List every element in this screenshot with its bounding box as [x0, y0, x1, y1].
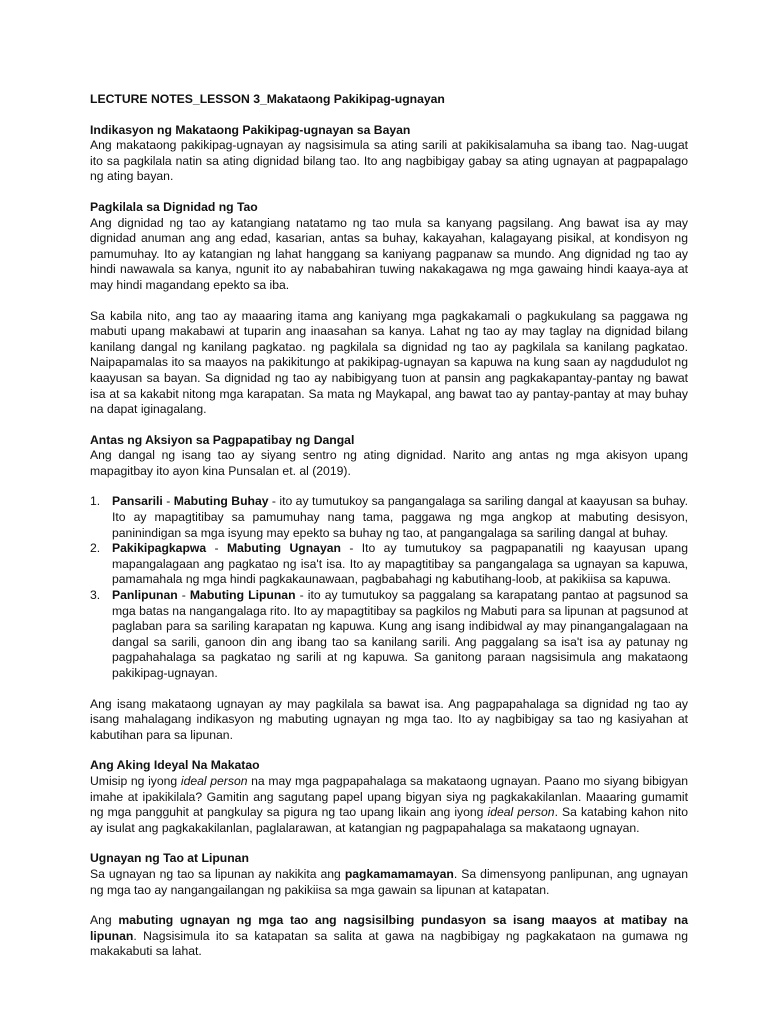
list-item: 1. Pansarili - Mabuting Buhay - ito ay tumutukoy sa pangangalaga sa sariling dangal at kaayusan sa buhay. Ito ay mapagtitibay sa pamumuhay nang tama, paggawa ng mga angkop at mabuting desisyon, paninindigan sa mga isyung may epekto sa buhay ng tao, at pangangalaga sa sariling dangal at buhay.	[90, 494, 688, 540]
list-item: 2. Pakikipagkapwa - Mabuting Ugnayan - Ito ay tumutukoy sa pagpapanatili ng kaayusan upang mapangalagaan ang pagkatao ng isa't isa. Ito ay mapagtitibay sa pangangalaga sa ugnayan sa kapuwa, pamamahala ng mga hindi pagkakaunawaan, pagbabahagi ng kabutihang-loob, at pakikiisa sa kapuwa.	[90, 541, 688, 587]
emphasis-text: ideal person	[487, 805, 555, 820]
section-paragraph: Ang dignidad ng tao ay katangiang natatamo ng tao mula sa kanyang pagsilang. Ang bawat isa ay may dignidad anuman ang ang edad, kasarian, antas sa buhay, kakayahan, kalagayang pisikal, at kondisyon ng pamumuhay. Ito ay katangian ng lahat hanggang sa kaniyang pagpanaw sa mundo. Ang dignidad ng tao ay hindi nawawala sa kanya, ngunit ito ay nababahiran tuwing nakakagawa ng mga gawaing hindi kaaya-aya at may hindi magandang epekto sa iba.	[90, 215, 688, 292]
list-term: Mabuting Ugnayan	[226, 541, 341, 556]
section-heading-antas: Antas ng Aksiyon sa Pagpapatibay ng Dangal	[90, 432, 355, 447]
section-heading-ideyal: Ang Aking Ideyal Na Makatao	[90, 758, 260, 773]
section-paragraph: Ang dangal ng isang tao ay siyang sentro ng ating dignidad. Narito ang antas ng mga akisyon upang mapagitbay ito ayon kina Punsalan et. al (2019).	[90, 448, 688, 478]
list-term: Panlipunan	[112, 588, 178, 603]
list-term: Pakikipagkapwa	[112, 541, 207, 556]
list-term: Mabuting Buhay	[173, 494, 269, 509]
section-paragraph: Ang isang makataong ugnayan ay may pagkilala sa bawat isa. Ang pagpapahalaga sa dignidad ng tao ay isang mahalagang indikasyon ng mabuting ugnayan ng mga tao. Ito ay nagbibigay sa tao ng kasiyahan at kabutihan para sa lipunan.	[90, 696, 688, 742]
action-levels-list	[90, 494, 688, 681]
section-heading-indikasyon: Indikasyon ng Makataong Pakikipag-ugnayan sa Bayan	[90, 122, 411, 137]
document-title: LECTURE NOTES_LESSON 3_Makataong Pakikipag-ugnayan	[90, 92, 445, 106]
section-paragraph: Ang makataong pakikipag-ugnayan ay nagsisimula sa ating sarili at pakikisalamuha sa ibang tao. Nag-uugat ito sa pagkilala natin sa ating dignidad bilang tao. Ito ang nagbibigay gabay sa ating ugnayan at pagpapalago ng ating bayan.	[90, 138, 688, 184]
list-term: Mabuting Lipunan	[189, 588, 296, 603]
list-term: Pansarili	[112, 494, 163, 509]
section-paragraph: Sa kabila nito, ang tao ay maaaring itama ang kaniyang mga pagkakamali o pagkukulang sa paggawa ng mabuti upang makabawi at tuparin ang inaasahan sa kanya. Lahat ng tao ay may taglay na dignidad bilang kanilang dangal ng kanilang pagkatao. ng pagkilala sa dignidad ng tao ay pagkilala sa kanilang pagkatao. Naipapamalas ito sa maayos na pakikitungo at pakikipag-ugnayan sa kapuwa na kung saan ay nagdudulot ng kaayusan sa bayan. Sa dignidad ng tao ay nabibigyang tuon at pansin ang pagkakapantay-pantay ng bawat isa at sa kakabit nitong mga karapatan. Sa mata ng Maykapal, ang bawat tao ay pantay-pantay at may buhay na dapat iginagalang.	[90, 308, 688, 417]
list-item: 3. Panlipunan - Mabuting Lipunan - ito ay tumutukoy sa paggalang sa karapatang pantao at pagsunod sa mga batas na nangangalaga rito. Ito ay mapagtitibay sa pagkilos ng Mabuti para sa lipunan at pagsunod at paglaban para sa sariling karapatan ng kapuwa. Kung ang isang indibidwal ay may pinangangalagaan na dangal sa sarili, ganoon din ang ibang tao sa kanilang sarili. Ang paggalang sa isa't isa ay patunay ng pagpahahalaga sa pagkatao ng sarili at ng kapuwa. Sa ganitong paraan nagsisimula ang makataong pakikipag-ugnayan.	[90, 588, 688, 680]
list-number: 3.	[90, 588, 101, 603]
list-number: 2.	[90, 541, 101, 556]
bold-text: pagkamamamayan	[344, 866, 454, 881]
section-heading-pagkilala: Pagkilala sa Dignidad ng Tao	[90, 199, 258, 214]
section-paragraph: Ang mabuting ugnayan ng mga tao ang nagsisilbing pundasyon sa isang maayos at matibay na lipunan. Nagsisimula ito sa katapatan sa salita at gawa na nagbibigay ng pagkakataon na gumawa ng makakabuti sa lahat.	[90, 913, 689, 959]
list-text: - ito ay tumutukoy sa paggalang sa karapatang pantao at pagsunod sa mga batas na nangangalaga rito. Ito ay mapagtitibay sa pagkilos ng Mabuti para sa lipunan at pagsunod at paglaban para sa sariling karapatan ng kapuwa. Kung ang isang indibidwal ay may pinangangalagaan na dangal sa sarili, ganoon din ang ibang tao sa kanilang sarili. Ang paggalang sa isa't isa ay patunay ng pagpahahalaga sa pagkatao ng sarili at ng kapuwa. Sa ganitong paraan nagsisimula ang makataong pakikipag-ugnayan.	[112, 588, 688, 680]
list-number: 1.	[90, 494, 101, 509]
list-text: - Ito ay tumutukoy sa pagpapanatili ng kaayusan upang mapangalagaan ang pagkatao ng isa't isa. Ito ay mapagtitibay sa pangangalaga sa ugnayan sa kapuwa, pamamahala ng mga hindi pagkakaunawaan, pagbabahagi ng kabutihang-loob, at pakikiisa sa kapuwa.	[112, 541, 688, 587]
section-paragraph: Umisip ng iyong ideal person na may mga pagpapahalaga sa makataong ugnayan. Paano mo siyang bibigyan imahe at ipakikilala? Gamitin ang sagutang papel upang bigyan siya ng pagkakakilanlan. Maaaring gumamit ng mga pangguhit at pangkulay sa pigura ng tao upang likain ang iyong ideal person. Sa katabing kahon nito ay isulat ang pagkakakilanlan, paglalarawan, at katangian ng pagpapahalaga sa makataong ugnayan.	[90, 773, 689, 835]
section-paragraph: Sa ugnayan ng tao sa lipunan ay nakikita ang pagkamamamayan. Sa dimensyong panlipunan, ang ugnayan ng mga tao ay nangangailangan ng pakikiisa sa mga gawain sa lipunan at katapatan.	[90, 866, 688, 897]
bold-text: mabuting ugnayan ng mga tao ang nagsisilbing pundasyon sa isang maayos at matibay na lipunan	[90, 913, 689, 943]
emphasis-text: ideal person	[180, 773, 248, 788]
section-heading-ugnayan: Ugnayan ng Tao at Lipunan	[90, 851, 249, 866]
list-text: - ito ay tumutukoy sa pangangalaga sa sariling dangal at kaayusan sa buhay. Ito ay mapagtitibay sa pamumuhay nang tama, paggawa ng mga angkop at mabuting desisyon, paninindigan sa mga isyung may epekto sa buhay ng tao, at pangangalaga sa sariling dangal at buhay.	[112, 494, 688, 540]
